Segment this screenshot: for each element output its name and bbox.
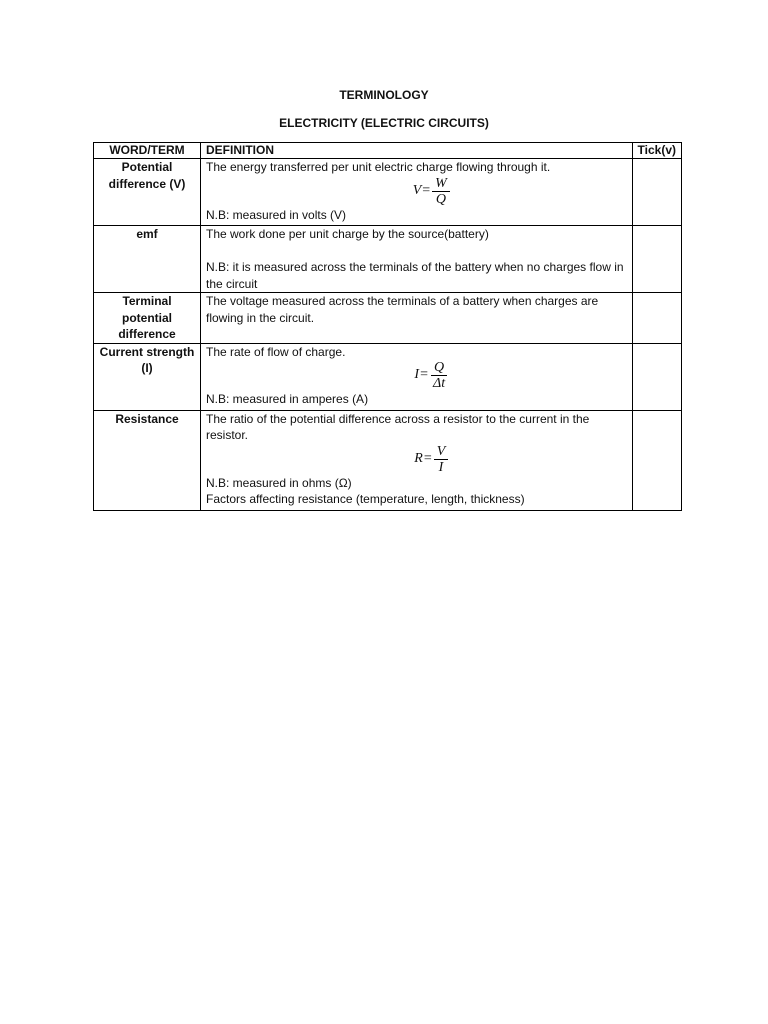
table-header-row: [94, 143, 682, 159]
tick-cell: [632, 293, 681, 344]
term-cell: Terminal potential difference: [94, 293, 201, 344]
table-row-resistance: [94, 410, 682, 510]
formula-fraction: [430, 360, 448, 391]
document-subtitle: ELECTRICITY (ELECTRIC CIRCUITS): [279, 116, 489, 130]
table-row-current-strength: [94, 343, 682, 410]
formula-voltage: [206, 176, 627, 207]
term-cell: Current strength (I): [94, 343, 201, 410]
table-row-emf: [94, 226, 682, 293]
terminology-table: [93, 142, 682, 511]
table-row-terminal-potential-difference: [94, 293, 682, 344]
term-cell: Resistance: [94, 410, 201, 510]
definition-cell: [201, 159, 633, 226]
definition-note: N.B: measured in volts (V): [206, 207, 347, 222]
document-title: TERMINOLOGY: [339, 88, 429, 102]
term-cell: emf: [94, 226, 201, 293]
definition-note: N.B: it is measured across the terminals of the battery when no charges flow in the circuit: [206, 260, 624, 291]
header-definition: DEFINITION: [201, 143, 633, 159]
formula-denominator: Δt: [433, 376, 446, 391]
formula-equals: =: [422, 182, 431, 198]
definition-text: The work done per unit charge by the source(battery): [206, 227, 489, 241]
formula-lhs: R: [414, 450, 423, 466]
formula-numerator: V: [434, 444, 449, 460]
definition-cell: [201, 226, 633, 293]
formula-numerator: Q: [431, 360, 447, 376]
formula-equals: =: [420, 367, 428, 383]
definition-text: The voltage measured across the terminals of a battery when charges are flowing in the circuit.: [206, 294, 599, 325]
formula-lhs: V: [412, 182, 422, 198]
term-cell: Potential difference (V): [94, 159, 201, 226]
definition-note: N.B: measured in amperes (A): [206, 392, 369, 406]
tick-cell: [632, 343, 681, 410]
header-word-term: WORD/TERM: [94, 143, 201, 159]
tick-cell: [632, 159, 681, 226]
definition-text: The energy transferred per unit electric charge flowing through it.: [206, 160, 551, 174]
header-tick: Tick(v): [632, 143, 681, 159]
definition-cell: [201, 410, 633, 510]
formula-resistance: [206, 444, 627, 475]
formula-denominator: Q: [435, 191, 447, 207]
formula-fraction: [434, 444, 449, 475]
table-row-potential-difference: [94, 159, 682, 226]
definition-text: The rate of flow of charge.: [206, 344, 346, 359]
formula-numerator: W: [432, 176, 450, 192]
definition-cell: [201, 343, 633, 410]
formula-current: [206, 360, 627, 391]
definition-note: Factors affecting resistance (temperature, length, thickness): [206, 492, 525, 506]
definition-text: The ratio of the potential difference across a resistor to the current in the resistor.: [206, 411, 590, 442]
tick-cell: [632, 410, 681, 510]
definition-cell: [201, 293, 633, 344]
blank-line: [206, 243, 627, 260]
tick-cell: [632, 226, 681, 293]
formula-fraction: [432, 176, 450, 207]
formula-lhs: I: [414, 367, 420, 383]
definition-note: N.B: measured in ohms (Ω): [206, 475, 352, 490]
formula-denominator: I: [438, 459, 444, 475]
formula-equals: =: [423, 450, 432, 466]
